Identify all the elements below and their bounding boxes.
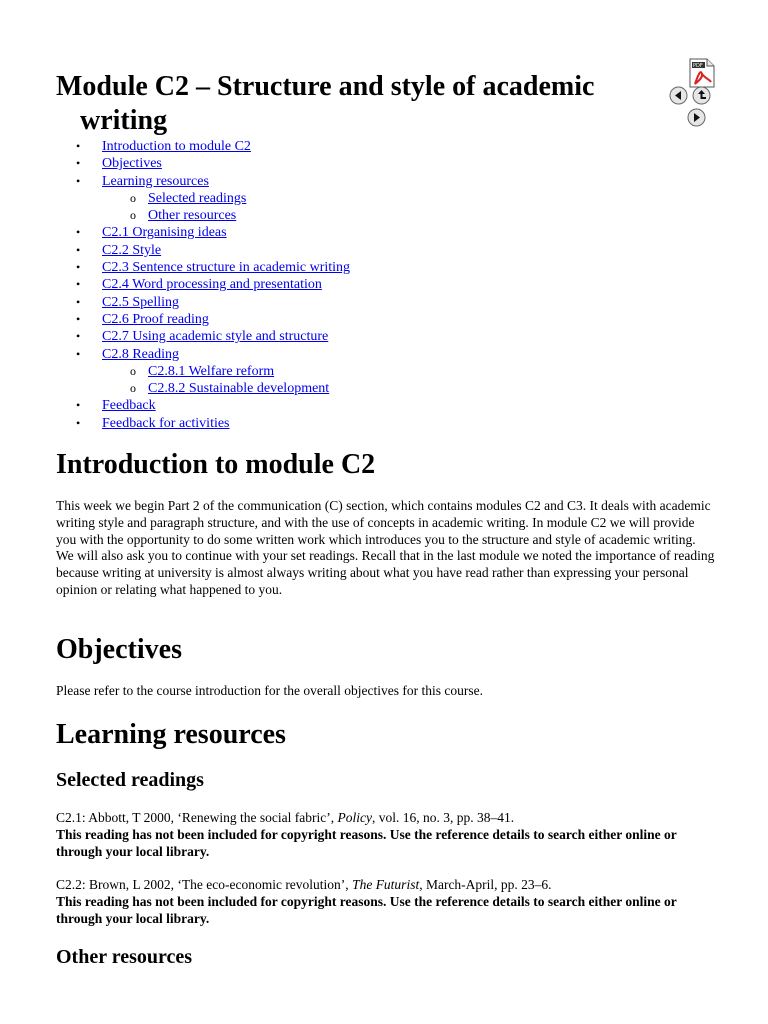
toc-link-c2-4[interactable]: C2.4 Word processing and presentation bbox=[102, 277, 322, 293]
table-of-contents bbox=[56, 138, 350, 432]
toc-link-c2-8-2[interactable]: C2.8.2 Sustainable development bbox=[148, 381, 330, 397]
toc-link-feedback[interactable]: Feedback bbox=[102, 398, 156, 414]
toc-item bbox=[56, 173, 350, 190]
next-arrow-icon[interactable] bbox=[687, 108, 706, 127]
page-title-line-2: writing bbox=[80, 105, 168, 136]
toc-item bbox=[56, 276, 350, 293]
toc-link-c2-6[interactable]: C2.6 Proof reading bbox=[102, 311, 209, 327]
toc-link-c2-8-1[interactable]: C2.8.1 Welfare reform bbox=[148, 363, 275, 379]
selected-readings-heading: Selected readings bbox=[56, 769, 204, 791]
toc-link-c2-8[interactable]: C2.8 Reading bbox=[102, 346, 179, 362]
toc-subitem bbox=[56, 207, 350, 224]
reading-citation-suffix: , March-April, pp. 23–6. bbox=[419, 877, 552, 892]
reading-citation: C2.1: Abbott, T 2000, ‘Renewing the social fabric’, bbox=[56, 810, 338, 825]
toc-link-c2-3[interactable]: C2.3 Sentence structure in academic writing bbox=[102, 260, 351, 276]
page-title bbox=[56, 70, 676, 138]
up-arrow-icon[interactable] bbox=[692, 86, 711, 105]
toc-item bbox=[56, 328, 350, 345]
intro-heading: Introduction to module C2 bbox=[56, 449, 376, 480]
copyright-note: This reading has not been included for copyright reasons. Use the reference details to search either online or through your local library. bbox=[56, 827, 677, 859]
toc-link-other-resources[interactable]: Other resources bbox=[148, 208, 237, 224]
pdf-icon[interactable] bbox=[689, 58, 715, 88]
toc-link-learning-resources[interactable]: Learning resources bbox=[102, 173, 209, 189]
reading-c2-1 bbox=[56, 809, 716, 860]
toc-item bbox=[56, 259, 350, 276]
toc-item bbox=[56, 224, 350, 241]
intro-paragraph: This week we begin Part 2 of the communication (C) section, which contains modules C2 and C3. It deals with academic writing style and paragraph structure, and with the use of concepts in academic writing. In module C2 we will provide you with the opportunity to do some written work which introduces you to the structure and style of academic writing. We will also ask you to continue with your set readings. Recall that in the last module we noted the importance of reading because writing at university is almost always writing about what you have read rather than expressing your personal opinion or relating what happened to you. bbox=[56, 498, 715, 597]
copyright-note: This reading has not been included for copyright reasons. Use the reference details to search either online or through your local library. bbox=[56, 894, 677, 926]
toc-link-c2-1[interactable]: C2.1 Organising ideas bbox=[102, 225, 227, 241]
toc-item bbox=[56, 397, 350, 414]
toc-item bbox=[56, 346, 350, 363]
reading-citation-suffix: , vol. 16, no. 3, pp. 38–41. bbox=[371, 810, 515, 825]
toc-link-c2-2[interactable]: C2.2 Style bbox=[102, 242, 162, 258]
back-arrow-icon[interactable] bbox=[669, 86, 688, 105]
toc-item bbox=[56, 155, 350, 172]
toc-subitem bbox=[56, 380, 350, 397]
other-resources-heading: Other resources bbox=[56, 946, 193, 968]
toc-link-feedback-activities[interactable]: Feedback for activities bbox=[102, 415, 230, 431]
svg-text:PDF: PDF bbox=[693, 63, 703, 69]
learning-resources-heading: Learning resources bbox=[56, 719, 286, 750]
toc-item bbox=[56, 415, 350, 432]
toc-link-objectives[interactable]: Objectives bbox=[102, 156, 162, 172]
reading-journal: Policy bbox=[337, 810, 372, 825]
toc-subitem bbox=[56, 363, 350, 380]
toc-link-selected-readings[interactable]: Selected readings bbox=[148, 190, 247, 206]
toc-item bbox=[56, 294, 350, 311]
toc-item bbox=[56, 311, 350, 328]
page-title-line-1: Module C2 – Structure and style of academic bbox=[56, 71, 595, 102]
reading-c2-2 bbox=[56, 876, 716, 927]
toc-item bbox=[56, 242, 350, 259]
toc-link-introduction[interactable]: Introduction to module C2 bbox=[102, 139, 251, 154]
objectives-paragraph: Please refer to the course introduction for the overall objectives for this course. bbox=[56, 683, 483, 698]
toc-link-c2-5[interactable]: C2.5 Spelling bbox=[102, 294, 180, 310]
objectives-heading: Objectives bbox=[56, 634, 182, 665]
reading-journal: The Futurist bbox=[352, 877, 420, 892]
toc-subitem bbox=[56, 190, 350, 207]
toc-item bbox=[56, 138, 350, 155]
reading-citation: C2.2: Brown, L 2002, ‘The eco-economic revolution’, bbox=[56, 877, 353, 892]
toc-link-c2-7[interactable]: C2.7 Using academic style and structure bbox=[102, 329, 329, 345]
